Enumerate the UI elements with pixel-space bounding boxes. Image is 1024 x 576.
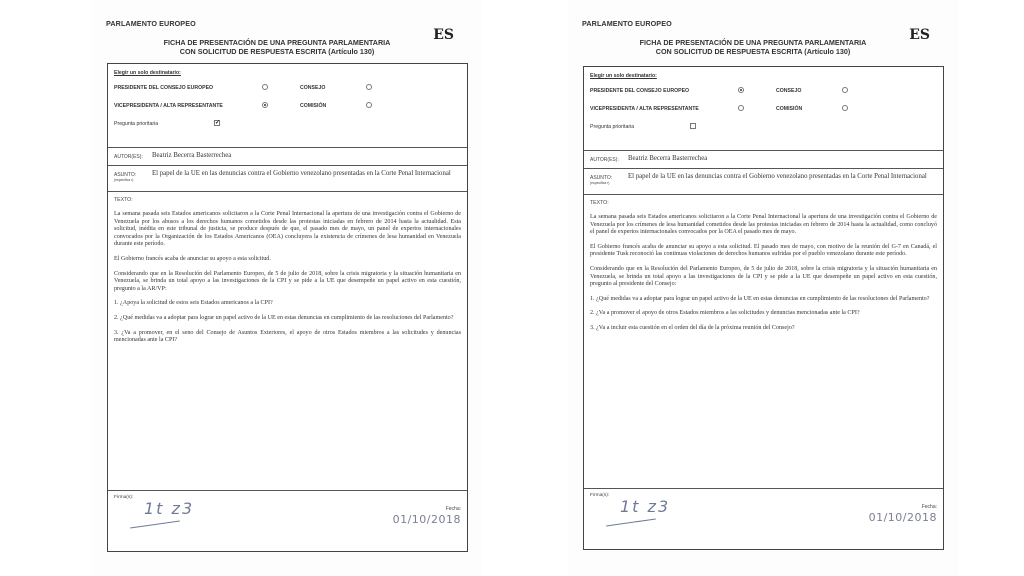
author-section bbox=[108, 148, 467, 166]
question-item: 2. ¿Va a promover el apoyo de otros Estados miembros a las solicitudes y denuncias mencionadas ante la CPI? bbox=[590, 310, 860, 317]
text-section bbox=[584, 195, 943, 489]
question-item: 1. ¿Apoya la solicitud de estos seis Estados americanos a la CPI? bbox=[114, 300, 273, 307]
signature-section bbox=[584, 489, 943, 549]
org-name: PARLAMENTO EUROPEO bbox=[106, 19, 196, 28]
language-code: ES bbox=[433, 27, 454, 43]
subject-value: El papel de la UE en las denuncias contra el Gobierno venezolano presentadas en la Corte Penal Internacional bbox=[628, 173, 927, 180]
form-title-line1: FICHA DE PRESENTACIÓN DE UNA PREGUNTA PARLAMENTARIA bbox=[639, 38, 867, 47]
subject-value: El papel de la UE en las denuncias contra el Gobierno venezolano presentadas en la Corte Penal Internacional bbox=[152, 170, 451, 177]
org-name: PARLAMENTO EUROPEO bbox=[582, 19, 672, 28]
option-presidente-label: PRESIDENTE DEL CONSEJO EUROPEO bbox=[590, 88, 690, 94]
author-section bbox=[584, 151, 943, 169]
priority-label: Pregunta prioritaria bbox=[114, 121, 159, 127]
date-value: 01/10/2018 bbox=[392, 513, 461, 526]
subject-label bbox=[114, 172, 136, 182]
signature-label: Firma(s): bbox=[114, 495, 134, 500]
option-presidente-label: PRESIDENTE DEL CONSEJO EUROPEO bbox=[114, 85, 214, 91]
form-title bbox=[152, 38, 402, 56]
subject-label-sub: (especifica r) bbox=[114, 178, 134, 182]
question-item: 1. ¿Qué medidas va a adoptar para lograr un papel activo de la UE en estas denuncias en cumplimiento de las resoluciones del Parlamento? bbox=[590, 295, 930, 302]
recipient-heading: Elegir un solo destinatario: bbox=[590, 73, 657, 79]
option-comision-label: COMISIÓN bbox=[300, 103, 327, 109]
date-label: Fecha: bbox=[921, 504, 937, 510]
option-vp-label: VICEPRESIDENTA / ALTA REPRESENTANTE bbox=[114, 103, 223, 109]
radio-consejo[interactable] bbox=[366, 84, 372, 90]
priority-checkbox[interactable]: ✓ bbox=[215, 120, 221, 126]
subject-label-text: ASUNTO: bbox=[114, 172, 137, 178]
date-value: 01/10/2018 bbox=[868, 511, 937, 524]
question-item: 3. ¿Va a promover, en el seno del Consejo de Asuntos Exteriores, el apoyo de otros Estados miembros a las solicitudes y denuncias mencionadas ante la CPI? bbox=[114, 329, 461, 344]
text-paragraph: Considerando que en la Resolución del Parlamento Europeo, de 5 de julio de 2018, sobre la crisis migratoria y la situación humanitaria en Venezuela, se brinda un total apoyo a las investigaciones de la CPI y se pide a la UE que desempeñe un papel activo en esta cuestión, pregunto al presidente del Consejo: bbox=[590, 265, 937, 288]
form-box bbox=[107, 63, 468, 552]
question-form-right bbox=[568, 0, 958, 576]
radio-presidente[interactable] bbox=[262, 84, 268, 90]
text-label: TEXTO: bbox=[114, 197, 133, 203]
option-vp-label: VICEPRESIDENTA / ALTA REPRESENTANTE bbox=[590, 106, 699, 112]
signature-label: Firma(s): bbox=[590, 493, 610, 498]
option-consejo-label: CONSEJO bbox=[300, 85, 326, 91]
language-code: ES bbox=[909, 27, 930, 43]
author-label: AUTOR(ES): bbox=[590, 157, 619, 163]
recipient-heading: Elegir un solo destinatario: bbox=[114, 70, 181, 76]
radio-vp[interactable] bbox=[738, 105, 744, 111]
text-section bbox=[108, 192, 467, 491]
recipient-section bbox=[108, 64, 467, 148]
radio-presidente[interactable] bbox=[738, 87, 744, 93]
signature-section bbox=[108, 491, 467, 551]
text-paragraph: Considerando que en la Resolución del Parlamento Europeo, de 5 de julio de 2018, sobre la crisis migratoria y la situación humanitaria en Venezuela, se brinda un total apoyo a las investigaciones de la CPI y se pide a la UE que desempeñe un papel activo en esta cuestión, pregunto a la AR/VP: bbox=[114, 270, 461, 292]
form-title-line2: CON SOLICITUD DE RESPUESTA ESCRITA (Artículo 130) bbox=[655, 47, 851, 56]
signature-underline bbox=[606, 519, 656, 527]
question-item: 3. ¿Va a incluir esta cuestión en el orden del día de la próxima reunión del Consejo? bbox=[590, 324, 795, 331]
priority-checkbox[interactable] bbox=[690, 123, 696, 129]
form-title bbox=[628, 38, 878, 56]
radio-consejo[interactable] bbox=[842, 87, 848, 93]
form-title-line1: FICHA DE PRESENTACIÓN DE UNA PREGUNTA PARLAMENTARIA bbox=[163, 38, 391, 47]
question-form-left bbox=[92, 0, 482, 576]
subject-label bbox=[590, 175, 612, 185]
text-paragraph: La semana pasada seis Estados americanos solicitaron a la Corte Penal Internacional la apertura de una investigación contra el Gobierno de Venezuela por los abusos a los derechos humanos cometidos desde las protestas iniciadas en febrero de 2014 hasta la actualidad. Esta solicitud, inédita en este tribunal de justicia, se produce después de que, el pasado mes de mayo, un panel de expertos internacionales convocados por la Organización de los Estados Americanos (OEA) concluyera la existencia de crímenes de lesa humanidad en Venezuela durante este período. bbox=[114, 211, 461, 248]
signature-underline bbox=[130, 521, 180, 529]
radio-comision[interactable] bbox=[842, 105, 848, 111]
radio-comision[interactable] bbox=[366, 102, 372, 108]
author-value: Beatriz Becerra Basterrechea bbox=[628, 155, 708, 162]
option-consejo-label: CONSEJO bbox=[776, 88, 802, 94]
recipient-section bbox=[584, 67, 943, 151]
handwritten-signature: 1t z3 bbox=[144, 499, 195, 518]
radio-vp[interactable] bbox=[262, 102, 268, 108]
author-label: AUTOR(ES): bbox=[114, 154, 143, 160]
option-comision-label: COMISIÓN bbox=[776, 106, 803, 112]
text-paragraph: La semana pasada seis Estados americanos solicitaron a la Corte Penal Internacional la apertura de una investigación contra el Gobierno de Venezuela por los crímenes de lesa humanidad cometidos desde las protestas iniciadas en febrero de 2014 hasta la actualidad, como concluyó el panel de expertos internacionales convocados por la OEA el pasado mes de mayo. bbox=[590, 214, 937, 236]
handwritten-signature: 1t z3 bbox=[620, 497, 671, 516]
subject-label-sub: (especifica r) bbox=[590, 181, 610, 185]
date-label: Fecha: bbox=[445, 506, 461, 512]
subject-section bbox=[108, 166, 467, 192]
text-paragraph: El Gobierno francés acaba de anunciar su apoyo a esta solicitud. El pasado mes de mayo, con motivo de la reunión del G-7 en Canadá, el presidente Tusk reconoció las continuas violaciones de derechos humanos sufridas por el pueblo venezolano durante este período. bbox=[590, 243, 937, 258]
form-box bbox=[583, 66, 944, 550]
author-value: Beatriz Becerra Basterrechea bbox=[152, 152, 232, 159]
priority-label: Pregunta prioritaria bbox=[590, 124, 635, 130]
question-item: 2. ¿Qué medidas va a adoptar para lograr un papel activo de la UE en estas denuncias en cumplimiento de las resoluciones del Parlamento? bbox=[114, 314, 454, 321]
subject-section bbox=[584, 169, 943, 195]
subject-label-text: ASUNTO: bbox=[590, 175, 613, 181]
text-label: TEXTO: bbox=[590, 200, 609, 206]
form-title-line2: CON SOLICITUD DE RESPUESTA ESCRITA (Artículo 130) bbox=[179, 47, 375, 56]
text-paragraph: El Gobierno francés acaba de anunciar su apoyo a esta solicitud. bbox=[114, 255, 271, 262]
